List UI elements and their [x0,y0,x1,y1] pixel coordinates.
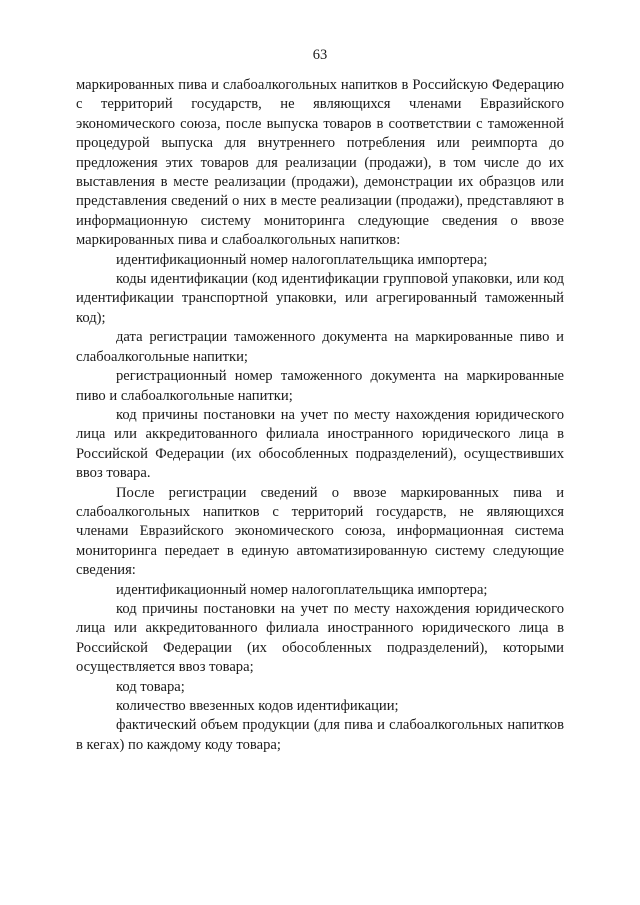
list-item-product-code: код товара; [116,678,185,695]
list-item-actual-volume: фактический объем продукции (для пива и слабоалкогольных напитков в кегах) по каждому коду товара; [76,717,564,753]
list-item-identification-codes: коды идентификации (код идентификации групповой упаковки, или код идентификации транспортной упаковки, или агрегированный таможенный код); [76,271,564,326]
list-item-registration-reason-code-2: код причины постановки на учет по месту нахождения юридического лица или аккредитованного филиала иностранного юридического лица в Российской Федерации (их обособленных подразделений), которыми осуществляется ввоз товара; [76,600,564,676]
list-item-importer-inn: идентификационный номер налогоплательщика импортера; [116,251,488,268]
document-body [76,76,564,755]
list-item-importer-inn-2: идентификационный номер налогоплательщика импортера; [116,581,488,598]
paragraph-after-registration: После регистрации сведений о ввозе маркированных пива и слабоалкогольных напитков с территорий государств, не являющихся членами Евразийского экономического союза, информационная система мониторинга передает в единую автоматизированную систему следующие сведения: [76,484,564,579]
list-item-customs-document-number: регистрационный номер таможенного документа на маркированные пиво и слабоалкогольные напитки; [76,368,564,404]
list-item-registration-reason-code: код причины постановки на учет по месту нахождения юридического лица или аккредитованного филиала иностранного юридического лица в Российской Федерации (их обособленных подразделений), осуществивших ввоз товара. [76,406,564,482]
page-number: 63 [312,47,328,63]
paragraph-continuation: маркированных пива и слабоалкогольных напитков в Российскую Федерацию с территорий государств, не являющихся членами Евразийского экономического союза, после выпуска товаров в соответствии с таможенной процедурой выпуска для внутреннего потребления или реимпорта до предложения этих товаров для реализации (продажи), в том числе до их выставления в месте реализации (продажи), демонстрации их образцов или представления сведений о них в месте реализации (продажи), представляют в информационную систему мониторинга следующие сведения о ввозе маркированных пива и слабоалкогольных напитков: [76,77,564,249]
list-item-code-quantity: количество ввезенных кодов идентификации; [116,698,399,714]
list-item-customs-document-date: дата регистрации таможенного документа на маркированные пиво и слабоалкогольные напитки; [76,329,564,365]
